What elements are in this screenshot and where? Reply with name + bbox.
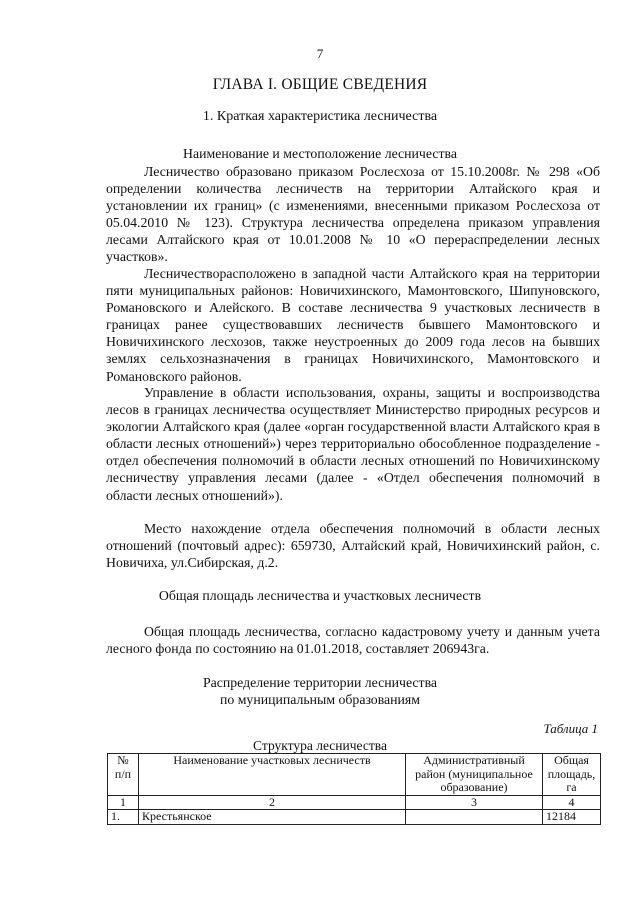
row-number: 1. bbox=[108, 810, 139, 825]
paragraph-address: Место нахождение отдела обеспечения полномочий в области лесных отношений (почтовый адрес): 659730, Алтайский край, Новичихинский район, с. Новичиха, ул.Сибирская, д.2. bbox=[106, 521, 600, 571]
table-caption: Таблица 1 bbox=[543, 721, 598, 736]
table-header-row bbox=[108, 754, 601, 796]
structure-table bbox=[107, 753, 601, 825]
row-district bbox=[406, 810, 543, 825]
header-number: № п/п bbox=[108, 754, 139, 796]
paragraph-total-area: Общая площадь лесничества, согласно кадастровому учету и данным учета лесного фонда по состоянию на 01.01.2018, составляет 206943га. bbox=[106, 624, 600, 657]
paragraph-management: Управление в области использования, охраны, защиты и воспроизводства лесов в границах лесничества осуществляет Министерство природных ресурсов и экологии Алтайского края (далее «орган государственной власти Алтайского края в области лесных отношений») через территориально обособленное подразделение - отдел обеспечения полномочий в области лесных отношений по Новичихинскому лесничеству управления лесами (далее - «Отдел обеспечения полномочий в области лесных отношений»). bbox=[106, 385, 600, 503]
subsection-title-location: Наименование и местоположение лесничества bbox=[183, 146, 457, 161]
paragraph-establishment: Лесничество образовано приказом Рослесхоза от 15.10.2008г. № 298 «Об определении количества лесничеств на территории Алтайского края и установлении их границ» (с изменениями, внесенными приказом Рослесхоза от 05.04.2010 № 123). Структура лесничества определена приказом управления лесами Алтайского края от 10.01.2008 № 10 «О перераспределении лесных участков». bbox=[106, 164, 600, 265]
header-district: Административный район (муниципальное образование) bbox=[406, 754, 543, 796]
numbering-cell: 3 bbox=[406, 795, 543, 810]
table-row bbox=[108, 810, 601, 825]
header-forestry-name: Наименование участковых лесничеств bbox=[139, 754, 406, 796]
numbering-cell: 1 bbox=[108, 795, 139, 810]
row-area: 12184 bbox=[543, 810, 601, 825]
numbering-cell: 4 bbox=[543, 795, 601, 810]
table-title: Структура лесничества bbox=[253, 738, 387, 753]
header-area: Общая площадь, га bbox=[543, 754, 601, 796]
numbering-cell: 2 bbox=[139, 795, 406, 810]
subsection-title-area: Общая площадь лесничества и участковых лесничеств bbox=[158, 588, 482, 603]
distribution-title-line2: по муниципальным образованиям bbox=[219, 692, 421, 707]
chapter-title: ГЛАВА I. ОБЩИЕ СВЕДЕНИЯ bbox=[212, 76, 428, 93]
table-numbering-row bbox=[108, 795, 601, 810]
section-title: 1. Краткая характеристика лесничества bbox=[202, 109, 438, 124]
distribution-title-line1: Распределение территории лесничества bbox=[202, 675, 438, 690]
paragraph-location: Лесничестворасположено в западной части Алтайского края на территории пяти муниципальных районов: Новичихинского, Мамонтовского, Шипуновского, Романовского и Алейского. В составе лесничества 9 участковых лесничеств в границах ранее существовавших лесничеств бывшего Мамонтовского и Новичихинского лесхозов, также неустроенных до 2009 года лесов на бывших землях сельхозназначения в границах Новичихинского, Мамонтовского и Романовского районов. bbox=[106, 266, 600, 384]
page-number: 7 bbox=[316, 46, 324, 61]
row-forestry-name: Крестьянское bbox=[139, 810, 406, 825]
